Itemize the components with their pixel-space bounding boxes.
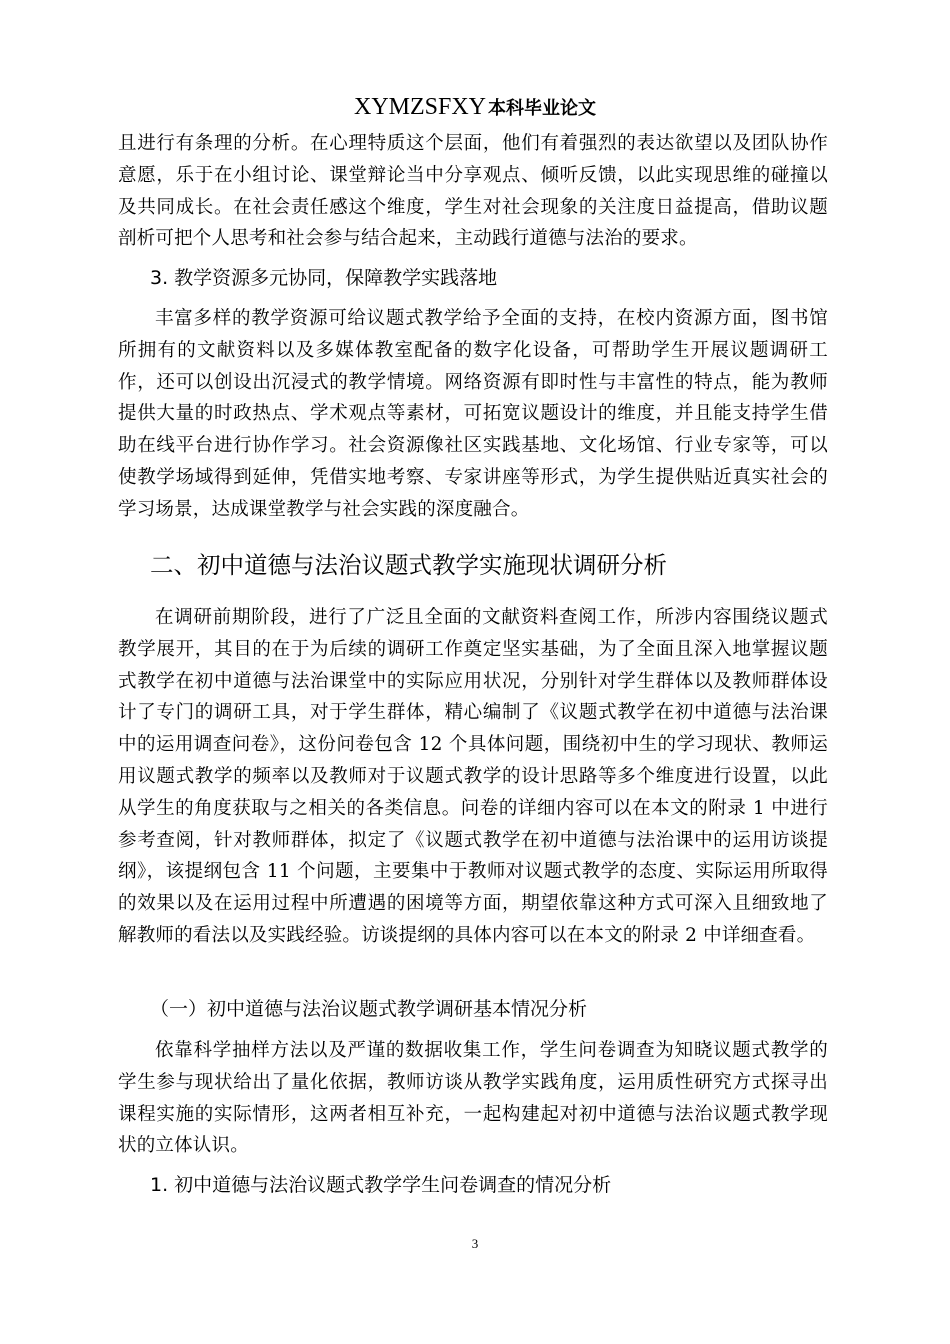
section-heading-teaching-resources: 3. 教学资源多元协同，保障教学实践落地 (150, 267, 498, 289)
paragraph-continuation: 且进行有条理的分析。在心理特质这个层面，他们有着强烈的表达欲望以及团队协作意愿，乐于在小组讨论、课堂辩论当中分享观点、倾听反馈，以此实现思维的碰撞以及共同成长。在社会责任感这个维度，学生对社会现象的关注度日益提高，借助议题剖析可把个人思考和社会参与结合起来，主动践行道德与法治的要求。 (118, 133, 828, 250)
header-code: XYMZSFXY (353, 94, 487, 120)
chapter-heading-survey-analysis: 二、初中道德与法治议题式教学实施现状调研分析 (150, 551, 667, 579)
paragraph-survey-design: 在调研前期阶段，进行了广泛且全面的文献资料查阅工作，所涉内容围绕议题式教学展开，其目的在于为后续的调研工作奠定坚实基础，为了全面且深入地掌握议题式教学在初中道德与法治课堂中的实际应用状况，分别针对学生群体以及教师群体设计了专门的调研工具，对于学生群体，精心编制了《议题式教学在初中道德与法治课中的运用调查问卷》，这份问卷包含 12 个具体问题，围绕初中生的学习现状、教师运用议题式教学的频率以及教师对于议题式教学的设计思路等多个维度进行设置，以此从学生的角度获取与之相关的各类信息。问卷的详细内容可以在本文的附录 1 中进行参考查阅，针对教师群体，拟定了《议题式教学在初中道德与法治课中的运用访谈提纲》，该提纲包含 11 个问题，主要集中于教师对议题式教学的态度、实际运用所取得的效果以及在运用过程中所遭遇的困境等方面，期望依靠这种方式可深入且细致地了解教师的看法以及实践经验。访谈提纲的具体内容可以在本文的附录 2 中详细查看。 (118, 607, 828, 946)
header-label: 本科毕业论文 (488, 98, 597, 119)
page-number: 3 (471, 1236, 479, 1251)
section-heading-basic-situation: （一）初中道德与法治议题式教学调研基本情况分析 (150, 998, 588, 1020)
page-header (0, 92, 950, 124)
paragraph-teaching-resources: 丰富多样的教学资源可给议题式教学给予全面的支持，在校内资源方面，图书馆所拥有的文献资料以及多媒体教室配备的数字化设备，可帮助学生开展议题调研工作，还可以创设出沉浸式的教学情境。网络资源有即时性与丰富性的特点，能为教师提供大量的时政热点、学术观点等素材，可拓宽议题设计的维度，并且能支持学生借助在线平台进行协作学习。社会资源像社区实践基地、文化场馆、行业专家等，可以使教学场域得到延伸，凭借实地考察、专家讲座等形式，为学生提供贴近真实社会的学习场景，达成课堂教学与社会实践的深度融合。 (118, 308, 828, 520)
paragraph-basic-situation: 依靠科学抽样方法以及严谨的数据收集工作，学生问卷调查为知晓议题式教学的学生参与现状给出了量化依据，教师访谈从教学实践角度，运用质性研究方式探寻出课程实施的实际情形，这两者相互补充，一起构建起对初中道德与法治议题式教学现状的立体认识。 (118, 1040, 828, 1157)
section-heading-student-questionnaire: 1. 初中道德与法治议题式教学学生问卷调查的情况分析 (150, 1174, 612, 1196)
